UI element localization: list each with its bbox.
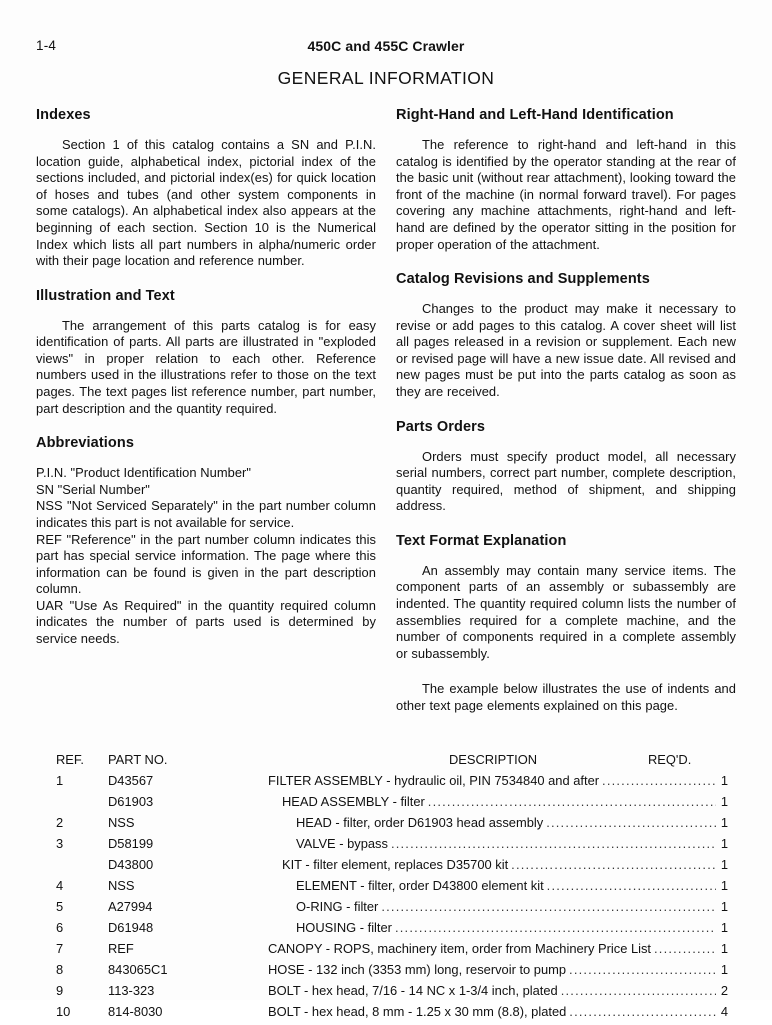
cell-description-group (268, 878, 728, 893)
dot-leader (547, 880, 716, 893)
table-row (0, 815, 772, 836)
table-row (0, 857, 772, 878)
paragraph-illustration-and-text: The arrangement of this parts catalog is for easy identification of parts. All parts are illustrated in "exploded views" in proper relation to each other. Reference numbers used in the illustrations refer to those on the text pages. The text pages list reference number, part number, part description and the quantity required. (36, 317, 376, 416)
table-row (0, 983, 772, 1004)
cell-part-no: D61903 (108, 794, 154, 809)
cell-part-no: D43800 (108, 857, 154, 872)
cell-ref: 1 (56, 773, 64, 788)
cell-quantity: 1 (720, 794, 728, 809)
cell-description: KIT - filter element, replaces D35700 kit (282, 857, 509, 872)
table-row (0, 836, 772, 857)
page-title: GENERAL INFORMATION (277, 68, 495, 88)
paragraph-rh-lh-identification: The reference to right-hand and left-hand in this catalog is identified by the operator standing at the rear of the basic unit (without rear attachment), looking toward the front of the machine (in normal forward travel). For pages covering any machine attachments, right-hand and left-hand are defined by the operator sitting in the position for proper operation of the attachment. (396, 136, 736, 252)
cell-ref: 9 (56, 983, 64, 998)
table-row (0, 773, 772, 794)
cell-ref: 10 (56, 1004, 71, 1019)
table-row (0, 878, 772, 899)
dot-leader (546, 817, 716, 830)
cell-ref: 5 (56, 899, 64, 914)
cell-description: FILTER ASSEMBLY - hydraulic oil, PIN 7534840 and after (268, 773, 600, 788)
cell-quantity: 4 (720, 1004, 728, 1019)
cell-description-group (268, 773, 728, 788)
cell-description: HEAD - filter, order D61903 head assembly (296, 815, 544, 830)
paragraph-parts-orders: Orders must specify product model, all necessary serial numbers, correct part number, complete description, quantity required, method of shipment, and shipping address. (396, 448, 736, 514)
section-heading-illustration-and-text: Illustration and Text (36, 287, 175, 304)
cell-quantity: 1 (720, 773, 728, 788)
abbreviation-nss: NSS "Not Serviced Separately" in the part number column indicates this part is not available for service. (36, 498, 376, 530)
cell-description: BOLT - hex head, 7/16 - 14 NC x 1-3/4 inch, plated (268, 983, 558, 998)
cell-ref: 4 (56, 878, 64, 893)
section-heading-parts-orders: Parts Orders (396, 418, 486, 435)
paragraph-text-format-explanation: An assembly may contain many service items. The component parts of an assembly or subassembly are indented. The quantity required column lists the number of assemblies required for a complete machine, and the number of components required in a complete assembly or subassembly. (396, 562, 736, 661)
paragraph-catalog-revisions: Changes to the product may make it necessary to revise or add pages to this catalog. A cover sheet will list all pages released in a revision or supplement. Each new or revised page will have a new issue date. All revised and new pages must be put into the parts catalog as soon as they are received. (396, 301, 736, 399)
abbreviation-ref: REF "Reference" in the part number column indicates this part has special service information. The page where this information can be found is given in the part description column. (36, 531, 376, 597)
right-column (396, 108, 736, 732)
cell-part-no: D61948 (108, 920, 154, 935)
cell-quantity: 1 (720, 836, 728, 851)
abbreviation-pin: P.I.N. "Product Identification Number" (36, 465, 252, 481)
cell-description: HOSE - 132 inch (3353 mm) long, reservoir to pump (268, 962, 567, 977)
paragraph-indexes: Section 1 of this catalog contains a SN and P.I.N. location guide, alphabetical index, pictorial index of the sections included, and pictorial index(es) for quick location of hoses and tubes (and other system components in some catalogs). An alphabetical index also appears at the beginning of each section. Section 10 is the Numerical Index which lists all part numbers in alpha/numeric order with their page location and reference number. (36, 136, 376, 269)
dot-leader (381, 901, 716, 914)
cell-part-no: 814-8030 (108, 1004, 163, 1019)
table-header-row (0, 752, 772, 773)
cell-description-group (268, 899, 728, 914)
table-row (0, 1004, 772, 1025)
column-header-required: REQ'D. (648, 752, 692, 767)
cell-ref: 3 (56, 836, 64, 851)
table-row (0, 962, 772, 983)
column-header-ref: REF. (56, 752, 84, 767)
cell-quantity: 1 (720, 941, 728, 956)
abbreviation-uar: UAR "Use As Required" in the quantity required column indicates the number of parts used is determined by service needs. (36, 597, 376, 647)
section-heading-catalog-revisions: Catalog Revisions and Supplements (396, 271, 650, 288)
cell-part-no: NSS (108, 878, 135, 893)
cell-ref: 7 (56, 941, 64, 956)
left-column (36, 108, 376, 648)
cell-description-group (268, 962, 728, 977)
cell-description-group (268, 920, 728, 935)
cell-description-group (268, 941, 728, 956)
cell-quantity: 1 (720, 857, 728, 872)
cell-description: BOLT - hex head, 8 mm - 1.25 x 30 mm (8.8), plated (268, 1004, 567, 1019)
cell-description: HEAD ASSEMBLY - filter (282, 794, 425, 809)
page-number: 1-4 (36, 38, 57, 53)
abbreviation-sn: SN "Serial Number" (36, 481, 150, 497)
cell-quantity: 1 (720, 899, 728, 914)
abbreviations-block (36, 465, 376, 648)
table-row (0, 941, 772, 962)
dot-leader (654, 943, 716, 956)
dot-leader (391, 838, 716, 851)
cell-description-group (268, 857, 728, 872)
cell-description: CANOPY - ROPS, machinery item, order from Machinery Price List (268, 941, 652, 956)
cell-quantity: 2 (720, 983, 728, 998)
cell-part-no: D58199 (108, 836, 154, 851)
column-header-description: DESCRIPTION (448, 752, 538, 767)
table-body (0, 773, 772, 1025)
cell-description: ELEMENT - filter, order D43800 element kit (296, 878, 544, 893)
cell-part-no: 843065C1 (108, 962, 168, 977)
section-heading-indexes: Indexes (36, 107, 91, 123)
cell-quantity: 1 (720, 962, 728, 977)
cell-quantity: 1 (720, 878, 728, 893)
section-heading-rh-lh-identification: Right-Hand and Left-Hand Identification (396, 107, 674, 123)
table-row (0, 794, 772, 815)
cell-description-group (268, 983, 728, 998)
cell-description-group (268, 794, 728, 809)
cell-quantity: 1 (720, 920, 728, 935)
dot-leader (569, 964, 716, 977)
cell-description: VALVE - bypass (296, 836, 388, 851)
cell-description-group (268, 836, 728, 851)
table-row (0, 920, 772, 941)
dot-leader (561, 985, 716, 998)
page-header (0, 38, 772, 58)
paragraph-example-below: The example below illustrates the use of indents and other text page elements explained on this page. (396, 681, 736, 713)
dot-leader (511, 859, 716, 872)
cell-part-no: D43567 (108, 773, 154, 788)
cell-ref: 2 (56, 815, 64, 830)
cell-description-group (268, 815, 728, 830)
dot-leader (569, 1006, 716, 1019)
dot-leader (428, 796, 716, 809)
cell-description: HOUSING - filter (296, 920, 392, 935)
cell-ref: 6 (56, 920, 64, 935)
section-heading-text-format-explanation: Text Format Explanation (396, 532, 567, 549)
column-header-part-no: PART NO. (108, 752, 168, 767)
cell-ref: 8 (56, 962, 64, 977)
parts-table (0, 752, 772, 1025)
cell-part-no: REF (108, 941, 134, 956)
dot-leader (395, 922, 716, 935)
cell-description: O-RING - filter (296, 899, 379, 914)
cell-part-no: A27994 (108, 899, 153, 914)
dot-leader (602, 775, 716, 788)
cell-part-no: NSS (108, 815, 135, 830)
cell-description-group (268, 1004, 728, 1019)
document-title: 450C and 455C Crawler (307, 38, 465, 54)
cell-quantity: 1 (720, 815, 728, 830)
table-row (0, 899, 772, 920)
section-heading-abbreviations: Abbreviations (36, 435, 134, 452)
cell-part-no: 113-323 (108, 983, 155, 998)
